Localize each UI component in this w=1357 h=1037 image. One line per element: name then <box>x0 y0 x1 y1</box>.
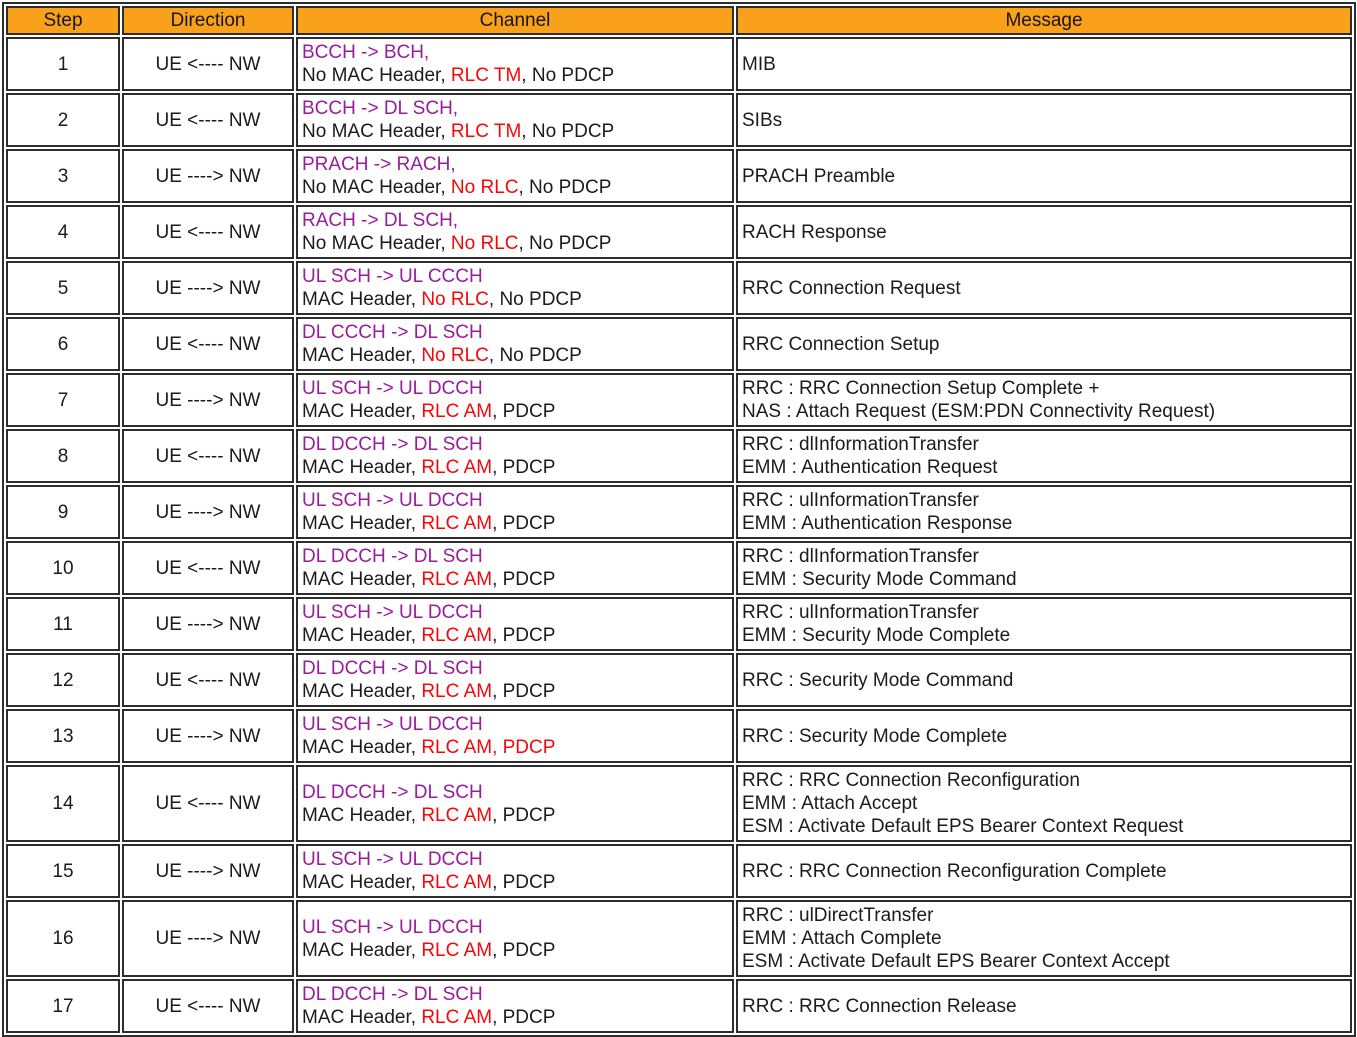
step-cell: 2 <box>6 93 120 147</box>
channel-text-segment: MAC Header, <box>302 804 422 826</box>
message-cell <box>736 900 1352 977</box>
step-cell: 10 <box>6 541 120 595</box>
channel-text-segment: , PDCP <box>492 513 556 534</box>
channel-text-segment: No MAC Header, <box>302 121 451 142</box>
channel-line <box>302 456 728 479</box>
message-line: EMM : Authentication Request <box>742 457 998 478</box>
step-cell: 1 <box>6 37 120 91</box>
channel-text-segment: UL SCH -> UL DCCH <box>302 849 483 870</box>
message-line: RRC : RRC Connection Reconfiguration <box>742 770 1080 791</box>
message-line: RRC Connection Request <box>742 277 961 299</box>
channel-cell <box>296 205 734 259</box>
channel-line <box>302 983 728 1006</box>
message-cell <box>736 844 1352 898</box>
channel-text-segment: RLC AM <box>421 804 493 826</box>
channel-line <box>302 804 728 827</box>
channel-text-segment: MAC Header, <box>302 345 422 366</box>
channel-line <box>302 624 728 647</box>
channel-line <box>302 433 728 456</box>
channel-line <box>302 713 728 736</box>
channel-cell <box>296 709 734 763</box>
channel-text-segment: No RLC <box>421 345 489 366</box>
channel-line <box>302 680 728 703</box>
channel-cell <box>296 373 734 427</box>
table-row-8 <box>6 429 1352 483</box>
channel-text-segment: MAC Header, <box>302 681 422 702</box>
channel-text-segment: RLC AM <box>421 625 493 646</box>
channel-line <box>302 176 728 199</box>
channel-line <box>302 848 728 871</box>
table-row-11 <box>6 597 1352 651</box>
channel-text-segment: MAC Header, <box>302 401 422 422</box>
message-line: RRC : RRC Connection Release <box>742 995 1017 1017</box>
message-line: RRC : ulInformationTransfer <box>742 602 979 623</box>
message-line: PRACH Preamble <box>742 165 896 187</box>
channel-text-segment: MAC Header, <box>302 625 422 646</box>
channel-text-segment: DL DCCH -> DL SCH <box>302 781 483 803</box>
channel-text-segment: MAC Header, <box>302 939 422 961</box>
lte-attach-procedure-table <box>2 2 1356 1037</box>
channel-line <box>302 939 728 962</box>
channel-line <box>302 344 728 367</box>
message-line: ESM : Activate Default EPS Bearer Context Accept <box>742 951 1170 972</box>
channel-text-segment: RLC AM <box>421 457 493 478</box>
direction-cell: UE ----> NW <box>122 709 294 763</box>
channel-text-segment: MAC Header, <box>302 513 422 534</box>
message-cell <box>736 541 1352 595</box>
direction-cell: UE <---- NW <box>122 205 294 259</box>
channel-text-segment: UL SCH -> UL DCCH <box>302 714 483 735</box>
message-line: RRC : Security Mode Command <box>742 669 1014 691</box>
channel-text-segment: MAC Header, <box>302 737 422 758</box>
channel-cell <box>296 597 734 651</box>
channel-cell <box>296 485 734 539</box>
channel-cell <box>296 765 734 842</box>
step-cell: 14 <box>6 765 120 842</box>
channel-text-segment: MAC Header, <box>302 872 422 893</box>
step-cell: 17 <box>6 979 120 1033</box>
channel-cell <box>296 900 734 977</box>
channel-text-segment: UL SCH -> UL DCCH <box>302 916 483 938</box>
channel-text-segment: DL CCCH -> DL SCH <box>302 322 483 343</box>
table-row-17 <box>6 979 1352 1033</box>
channel-text-segment: UL SCH -> UL DCCH <box>302 490 483 511</box>
column-header-channel: Channel <box>296 6 734 35</box>
channel-line <box>302 916 728 939</box>
message-cell <box>736 261 1352 315</box>
table-row-6 <box>6 317 1352 371</box>
channel-cell <box>296 37 734 91</box>
direction-cell: UE ----> NW <box>122 261 294 315</box>
channel-text-segment: RLC AM <box>421 939 493 961</box>
message-cell <box>736 205 1352 259</box>
channel-text-segment: , No PDCP <box>488 345 582 366</box>
message-line: RRC : ulDirectTransfer <box>742 905 934 926</box>
channel-cell <box>296 261 734 315</box>
channel-text-segment: No RLC <box>450 177 519 198</box>
channel-line <box>302 657 728 680</box>
channel-line <box>302 97 728 120</box>
step-cell: 5 <box>6 261 120 315</box>
channel-text-segment: No RLC <box>450 233 519 254</box>
channel-line <box>302 265 728 288</box>
channel-cell <box>296 653 734 707</box>
channel-line <box>302 781 728 804</box>
header-row <box>6 6 1352 35</box>
channel-text-segment: No MAC Header, <box>302 65 451 86</box>
step-cell: 7 <box>6 373 120 427</box>
table-row-13 <box>6 709 1352 763</box>
channel-cell <box>296 149 734 203</box>
channel-line <box>302 512 728 535</box>
channel-text-segment: RLC AM <box>421 681 493 702</box>
channel-line <box>302 601 728 624</box>
channel-line <box>302 736 728 759</box>
message-line: SIBs <box>742 109 783 131</box>
table-row-9 <box>6 485 1352 539</box>
channel-text-segment: , No PDCP <box>521 65 615 86</box>
message-cell <box>736 597 1352 651</box>
channel-text-segment: RLC AM <box>421 569 493 590</box>
message-line: EMM : Attach Accept <box>742 793 918 814</box>
column-header-message: Message <box>736 6 1352 35</box>
channel-text-segment: , No PDCP <box>518 177 612 198</box>
channel-text-segment: RLC TM <box>450 65 522 86</box>
message-cell <box>736 93 1352 147</box>
channel-line <box>302 377 728 400</box>
table-body <box>6 37 1352 1033</box>
column-header-direction: Direction <box>122 6 294 35</box>
step-cell: 11 <box>6 597 120 651</box>
channel-line <box>302 232 728 255</box>
table-row-2 <box>6 93 1352 147</box>
table-row-5 <box>6 261 1352 315</box>
channel-line <box>302 64 728 87</box>
channel-text-segment: , PDCP <box>492 625 556 646</box>
channel-text-segment: BCCH -> DL SCH, <box>302 98 459 119</box>
channel-text-segment: DL DCCH -> DL SCH <box>302 984 483 1005</box>
table-row-10 <box>6 541 1352 595</box>
channel-line <box>302 153 728 176</box>
channel-line <box>302 120 728 143</box>
channel-text-segment: PRACH -> RACH, <box>302 154 456 175</box>
message-cell <box>736 765 1352 842</box>
channel-cell <box>296 317 734 371</box>
channel-text-segment: , PDCP <box>492 401 556 422</box>
direction-cell: UE ----> NW <box>122 844 294 898</box>
channel-text-segment: DL DCCH -> DL SCH <box>302 434 483 455</box>
message-line: EMM : Security Mode Command <box>742 569 1017 590</box>
step-cell: 3 <box>6 149 120 203</box>
direction-cell: UE <---- NW <box>122 93 294 147</box>
channel-text-segment: No MAC Header, <box>302 177 451 198</box>
direction-cell: UE ----> NW <box>122 485 294 539</box>
message-cell <box>736 373 1352 427</box>
direction-cell: UE ----> NW <box>122 597 294 651</box>
channel-text-segment: , PDCP <box>492 681 556 702</box>
channel-text-segment: , No PDCP <box>521 121 615 142</box>
message-line: EMM : Security Mode Complete <box>742 625 1011 646</box>
channel-text-segment: BCCH -> BCH, <box>302 42 430 63</box>
channel-text-segment: RLC AM <box>421 872 493 893</box>
message-line: RRC : dlInformationTransfer <box>742 434 979 455</box>
channel-text-segment: , PDCP <box>492 804 556 826</box>
channel-text-segment: , PDCP <box>492 1007 556 1028</box>
message-cell <box>736 317 1352 371</box>
channel-line <box>302 545 728 568</box>
channel-line <box>302 400 728 423</box>
step-cell: 9 <box>6 485 120 539</box>
channel-cell <box>296 93 734 147</box>
channel-text-segment: DL DCCH -> DL SCH <box>302 658 483 679</box>
message-line: ESM : Activate Default EPS Bearer Context Request <box>742 816 1184 837</box>
channel-text-segment: MAC Header, <box>302 457 422 478</box>
channel-text-segment: , PDCP <box>492 872 556 893</box>
step-cell: 8 <box>6 429 120 483</box>
direction-cell: UE ----> NW <box>122 149 294 203</box>
step-cell: 12 <box>6 653 120 707</box>
channel-text-segment: , PDCP <box>492 457 556 478</box>
step-cell: 4 <box>6 205 120 259</box>
message-cell <box>736 653 1352 707</box>
message-line: MIB <box>742 53 776 75</box>
direction-cell: UE ----> NW <box>122 900 294 977</box>
step-cell: 15 <box>6 844 120 898</box>
direction-cell: UE <---- NW <box>122 653 294 707</box>
message-cell <box>736 979 1352 1033</box>
channel-text-segment: RLC AM <box>421 1007 493 1028</box>
channel-text-segment: RLC AM, PDCP <box>421 737 556 758</box>
channel-line <box>302 321 728 344</box>
table-row-16 <box>6 900 1352 977</box>
column-header-step: Step <box>6 6 120 35</box>
step-cell: 16 <box>6 900 120 977</box>
message-cell <box>736 709 1352 763</box>
channel-text-segment: MAC Header, <box>302 1007 422 1028</box>
channel-text-segment: RLC TM <box>450 121 522 142</box>
direction-cell: UE <---- NW <box>122 979 294 1033</box>
direction-cell: UE <---- NW <box>122 317 294 371</box>
step-cell: 13 <box>6 709 120 763</box>
channel-cell <box>296 541 734 595</box>
direction-cell: UE <---- NW <box>122 765 294 842</box>
channel-line <box>302 871 728 894</box>
channel-line <box>302 1006 728 1029</box>
channel-cell <box>296 844 734 898</box>
channel-text-segment: No MAC Header, <box>302 233 451 254</box>
channel-text-segment: MAC Header, <box>302 289 422 310</box>
message-line: EMM : Attach Complete <box>742 928 942 949</box>
direction-cell: UE <---- NW <box>122 37 294 91</box>
channel-line <box>302 41 728 64</box>
channel-text-segment: , No PDCP <box>488 289 582 310</box>
channel-text-segment: No RLC <box>421 289 489 310</box>
message-line: RRC : RRC Connection Reconfiguration Complete <box>742 860 1167 882</box>
message-line: RACH Response <box>742 221 887 243</box>
channel-cell <box>296 979 734 1033</box>
table-row-4 <box>6 205 1352 259</box>
message-line: RRC : RRC Connection Setup Complete + <box>742 378 1100 399</box>
message-line: RRC Connection Setup <box>742 333 940 355</box>
channel-text-segment: , No PDCP <box>518 233 612 254</box>
table-row-1 <box>6 37 1352 91</box>
channel-line <box>302 568 728 591</box>
message-cell <box>736 429 1352 483</box>
direction-cell: UE <---- NW <box>122 429 294 483</box>
channel-text-segment: MAC Header, <box>302 569 422 590</box>
table-row-14 <box>6 765 1352 842</box>
table-row-3 <box>6 149 1352 203</box>
message-cell <box>736 37 1352 91</box>
table-row-7 <box>6 373 1352 427</box>
message-cell <box>736 149 1352 203</box>
channel-line <box>302 288 728 311</box>
channel-text-segment: , PDCP <box>492 569 556 590</box>
channel-text-segment: DL DCCH -> DL SCH <box>302 546 483 567</box>
channel-text-segment: UL SCH -> UL CCCH <box>302 266 483 287</box>
channel-text-segment: RLC AM <box>421 513 493 534</box>
channel-text-segment: RACH -> DL SCH, <box>302 210 459 231</box>
message-line: RRC : ulInformationTransfer <box>742 490 979 511</box>
table-row-15 <box>6 844 1352 898</box>
message-line: RRC : dlInformationTransfer <box>742 546 979 567</box>
message-cell <box>736 485 1352 539</box>
direction-cell: UE ----> NW <box>122 373 294 427</box>
channel-text-segment: UL SCH -> UL DCCH <box>302 602 483 623</box>
direction-cell: UE <---- NW <box>122 541 294 595</box>
step-cell: 6 <box>6 317 120 371</box>
table-row-12 <box>6 653 1352 707</box>
channel-line <box>302 209 728 232</box>
message-line: RRC : Security Mode Complete <box>742 725 1008 747</box>
message-line: NAS : Attach Request (ESM:PDN Connectivity Request) <box>742 401 1216 422</box>
channel-text-segment: RLC AM <box>421 401 493 422</box>
message-line: EMM : Authentication Response <box>742 513 1013 534</box>
channel-cell <box>296 429 734 483</box>
channel-text-segment: , PDCP <box>492 939 556 961</box>
channel-text-segment: UL SCH -> UL DCCH <box>302 378 483 399</box>
channel-line <box>302 489 728 512</box>
